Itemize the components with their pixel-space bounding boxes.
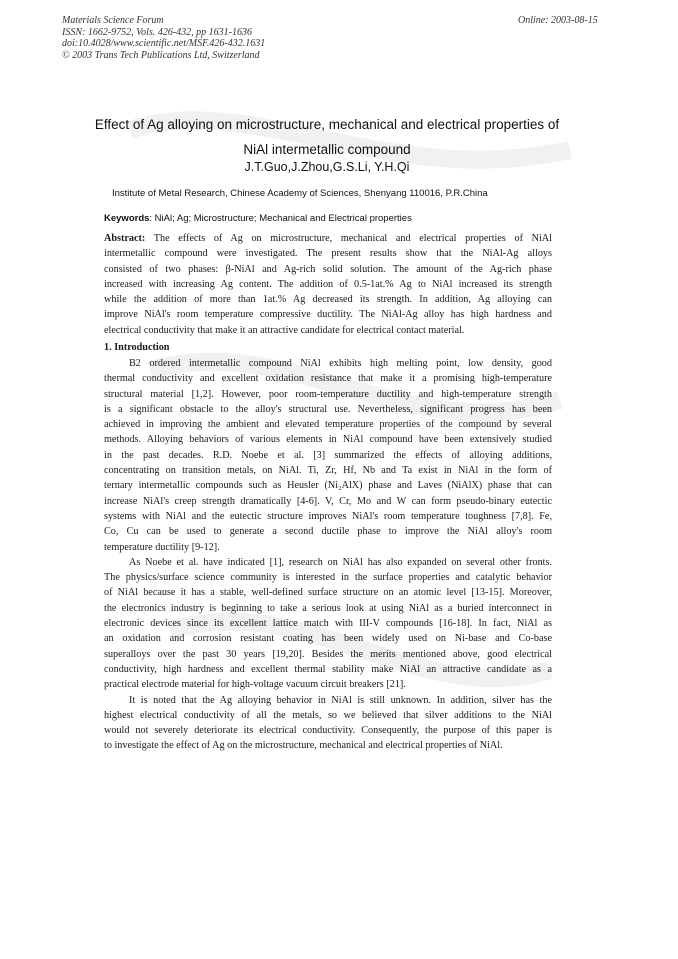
paper-title bbox=[92, 112, 562, 162]
intro-line: of NiAl because it has a stable, well-defined surface structure on an atomic level [13-15]. Moreover, bbox=[104, 587, 552, 599]
abstract-line: consisted of two phases: β-NiAl and Ag-rich solid solution. The amount of the Ag-rich phase bbox=[104, 263, 552, 275]
intro-line: to investigate the effect of Ag on the microstructure, mechanical and electrical properties of NiAl. bbox=[104, 740, 503, 752]
abstract-line: intermetallic compound were investigated. The present results show that the NiAl-Ag alloys bbox=[104, 248, 552, 260]
keywords-text: : NiAl; Ag; Microstructure; Mechanical and Electrical properties bbox=[149, 213, 412, 224]
intro-line: an oxidation and corrosion resistant coating has been widely used on Ni-base and Co-base bbox=[104, 633, 552, 645]
intro-line: thermal conductivity and excellent oxidation resistance that make it a promising high-temperature bbox=[104, 373, 552, 385]
abstract-block bbox=[104, 231, 552, 338]
abstract-line: electrical conductivity that make it an attractive candidate for electrical contact material. bbox=[104, 324, 465, 336]
abstract-line: improve NiAl's room temperature compressive ductility. The NiAl-Ag alloy has high hardness and bbox=[104, 309, 552, 321]
introduction-body bbox=[104, 356, 552, 754]
intro-line: conductivity, high hardness and excellent thermal stability make NiAl an attractive candidate as a bbox=[104, 663, 552, 675]
intro-line: As Noebe et al. have indicated [1], research on NiAl has also expanded on several other fronts. bbox=[129, 556, 552, 568]
keywords-label: Keywords bbox=[104, 213, 150, 224]
intro-line: would not severely deteriorate its electrical conductivity. Consequently, the purpose of this paper is bbox=[104, 725, 552, 737]
online-date: Online: 2003-08-15 bbox=[518, 15, 598, 26]
abstract-line: increased with increasing Ag content. The addition of 0.5-1at.% Ag to NiAl increased its strength bbox=[104, 278, 552, 290]
intro-line: systems with NiAl and the eutectic structure improves NiAl's room temperature toughness [7,8]. Fe, bbox=[104, 510, 552, 522]
intro-line: the electronics industry is beginning to take a serious look at using NiAl as a buried interconnect in bbox=[104, 602, 552, 614]
intro-line: in the past decades. R.D. Noebe et al. [3] summarized the effects of alloying additions, bbox=[104, 449, 552, 461]
intro-line: highest electrical conductivity of all the metals, so we believed that silver additions to the NiAl bbox=[104, 709, 552, 721]
abstract-label: Abstract: bbox=[104, 233, 146, 244]
intro-line: ternary intermetallic compounds such as Heusler (Ni₂AlX) phase and Laves (NiAlX) phase that can bbox=[104, 480, 552, 492]
keywords-line bbox=[104, 213, 554, 224]
journal-name: Materials Science Forum bbox=[62, 15, 164, 26]
issn-line: ISSN: 1662-9752, Vols. 426-432, pp 1631-1636 bbox=[62, 26, 252, 38]
copyright-line: © 2003 Trans Tech Publications Ltd, Switzerland bbox=[62, 49, 260, 61]
intro-line: temperature ductility [9-12]. bbox=[104, 541, 220, 553]
journal-header bbox=[62, 15, 265, 61]
abstract-line: Abstract: The effects of Ag on microstructure, mechanical and electrical properties of NiAl bbox=[104, 233, 552, 244]
intro-line: The physics/surface science community is interested in the surface properties and catalytic behavior bbox=[104, 572, 552, 584]
intro-line: achieved in improving the ambient and elevated temperature properties of the compound by several bbox=[104, 419, 552, 431]
intro-line: practical electrode material for high-voltage vacuum circuit breakers [21]. bbox=[104, 679, 406, 691]
section-heading-introduction: 1. Introduction bbox=[104, 342, 170, 353]
intro-line: is a significant obstacle to the alloy's structural use. Nevertheless, significant progress has been bbox=[104, 403, 552, 415]
intro-line: electronic devices since its excellent lattice match with III-V compounds [16-18]. In fact, NiAl as bbox=[104, 618, 552, 630]
intro-line: It is noted that the Ag alloying behavior in NiAl is still unknown. In addition, silver has the bbox=[129, 694, 552, 706]
intro-line: methods. Alloying behaviors of various elements in NiAl compound have been extensively studied bbox=[104, 434, 552, 446]
intro-line: increase NiAl's creep strength dramatically [4-6]. V, Cr, Mo and W can form pseudo-binary eutectic bbox=[104, 495, 552, 507]
abstract-line: while the addition of more than 1at.% Ag decreased its strength. In addition, Ag alloying can bbox=[104, 294, 552, 306]
title-line-1: Effect of Ag alloying on microstructure, mechanical and electrical properties of bbox=[94, 117, 560, 132]
affiliation: Institute of Metal Research, Chinese Academy of Sciences, Shenyang 110016, P.R.China bbox=[112, 188, 488, 199]
intro-line: structural material [1,2]. However, poor room-temperature ductility and high-temperature strength bbox=[104, 388, 552, 400]
doi-link[interactable]: doi:10.4028/www.scientific.net/MSF.426-432.1631 bbox=[62, 38, 266, 49]
intro-line: superalloys over the past 30 years [19,20]. Besides the merits mentioned above, good electrical bbox=[104, 648, 552, 660]
intro-line: Co, Cu can be used to generate a second ductile phase to improve the NiAl alloy's room bbox=[104, 526, 552, 538]
title-line-2: NiAl intermetallic compound bbox=[243, 142, 411, 157]
intro-line: B2 ordered intermetallic compound NiAl exhibits high melting point, low density, good bbox=[129, 358, 552, 369]
intro-line: concentrating on transition metals, on NiAl. Ti, Zr, Hf, Nb and Ta exist in NiAl in the form of bbox=[104, 465, 552, 477]
author-list: J.T.Guo,J.Zhou,G.S.Li, Y.H.Qi bbox=[244, 160, 410, 174]
